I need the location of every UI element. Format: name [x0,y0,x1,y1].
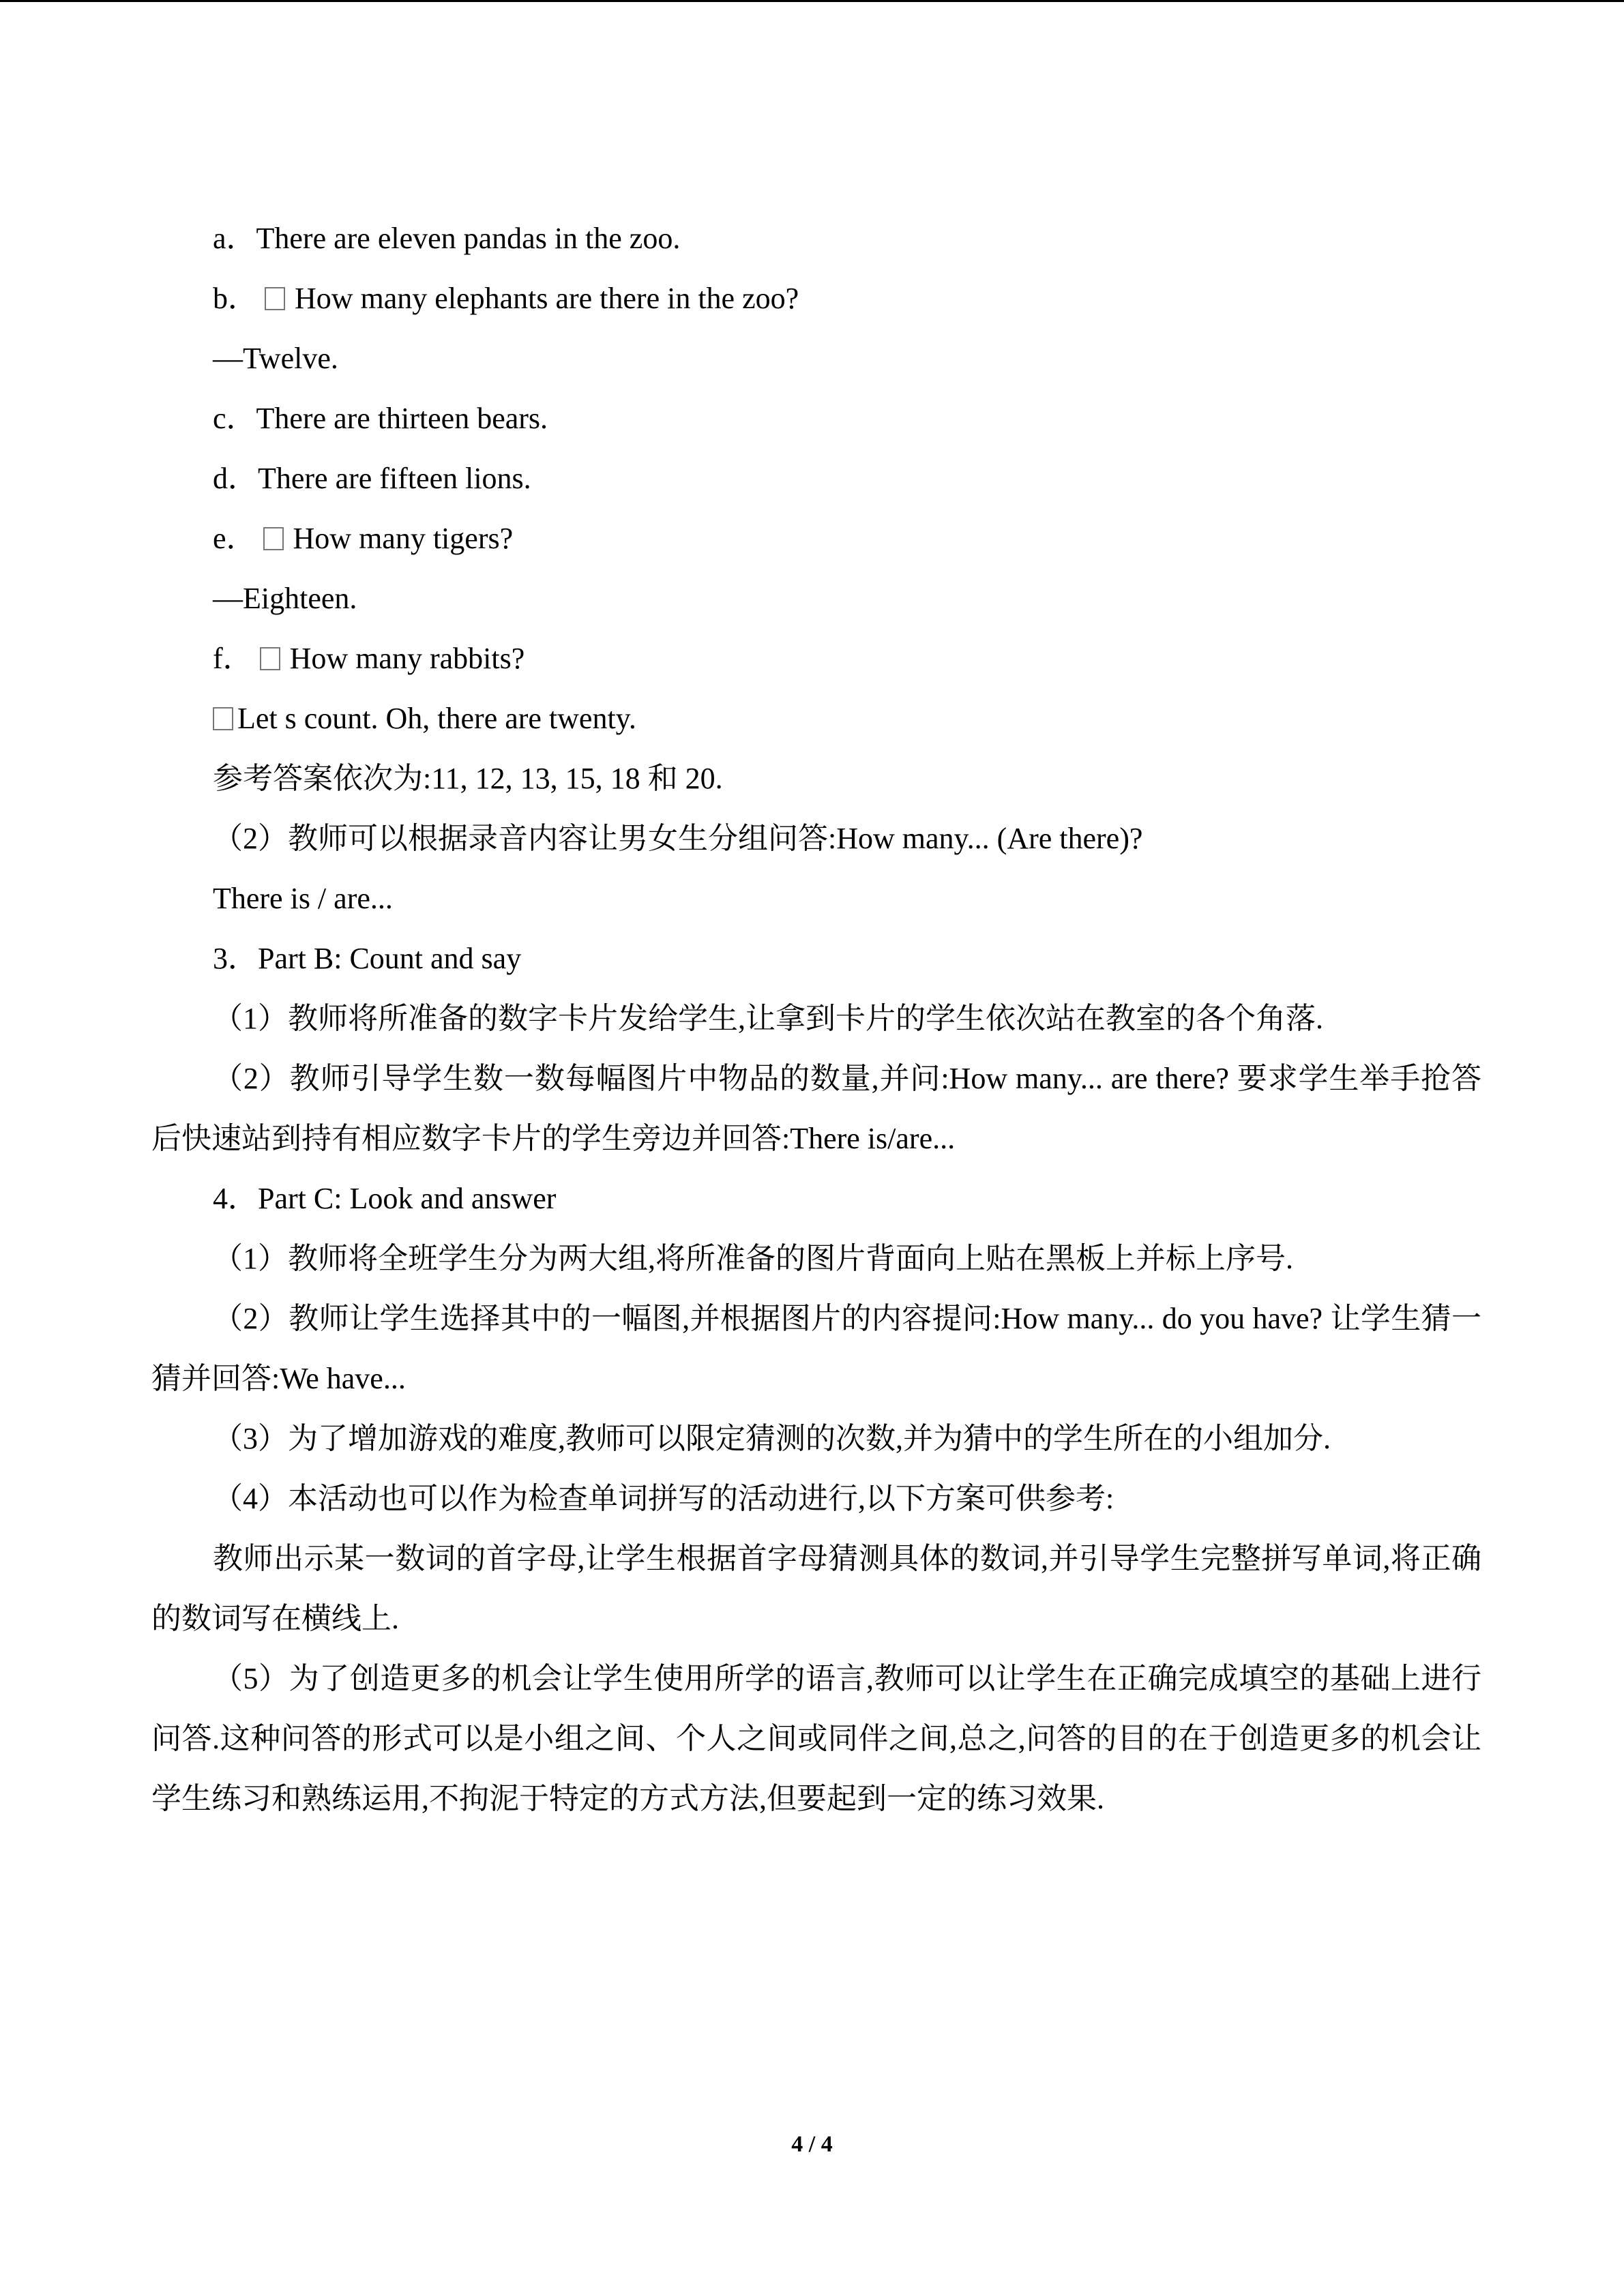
part-c-step-3: （3）为了增加游戏的难度,教师可以限定猜测的次数,并为猜中的学生所在的小组加分. [213,1422,1331,1455]
answer-key: 参考答案依次为:11, 12, 13, 15, 18 和 20. [213,762,723,795]
checkbox-glyph [263,527,284,550]
document-body [151,209,1481,1829]
checkbox-glyph [265,287,285,310]
checkbox-glyph [213,707,233,730]
part-c-step-1: （1）教师将全班学生分为两大组,将所准备的图片背面向上贴在黑板上并标上序号. [213,1242,1293,1275]
part-c-step-5: （5）为了创造更多的机会让学生使用所学的语言,教师可以让学生在正确完成填空的基础上进行问答.这种问答的形式可以是小组之间、个人之间或同伴之间,总之,问答的目的在于创造更多的机会让学生练习和熟练运用,不拘泥于特定的方式方法,但要起到一定的练习效果. [151,1662,1481,1815]
top-border-rule [0,0,1624,2]
part-c-step-4-plan: 教师出示某一数词的首字母,让学生根据首字母猜测具体的数词,并引导学生完整拼写单词,将正确的数词写在横线上. [151,1542,1481,1635]
checkbox-glyph [260,647,280,670]
item-b-text: How many elephants are there in the zoo? [295,282,799,315]
item-b-answer: —Twelve. [213,342,338,375]
item-d: d．There are fifteen lions. [213,462,531,495]
item-e [151,509,1481,569]
part-b-step-1: （1）教师将所准备的数字卡片发给学生,让拿到卡片的学生依次站在教室的各个角落. [213,1002,1323,1035]
item-f-text: How many rabbits? [289,642,525,675]
item-e-prefix: e． [213,522,256,555]
part-c-step-4: （4）本活动也可以作为检查单词拼写的活动进行,以下方案可供参考: [213,1482,1114,1515]
step-2-continued: There is / are... [213,882,393,915]
item-b-prefix: b． [213,282,258,315]
item-f-prefix: f． [213,642,253,675]
item-c: c．There are thirteen bears. [213,402,548,435]
item-e-answer: —Eighteen. [213,582,357,615]
step-2: （2）教师可以根据录音内容让男女生分组问答:How many... (Are there)? [213,822,1143,855]
item-f-answer-text: Let s count. Oh, there are twenty. [237,702,636,735]
item-f-answer [151,689,1481,749]
item-b [151,269,1481,329]
item-a: a．There are eleven pandas in the zoo. [213,222,681,255]
item-e-text: How many tigers? [293,522,514,555]
item-f [151,629,1481,689]
page-number: 4 / 4 [791,2132,833,2157]
part-c-step-2: （2）教师让学生选择其中的一幅图,并根据图片的内容提问:How many... do you have? 让学生猜一猜并回答:We have... [151,1302,1481,1395]
part-b-heading: 3．Part B: Count and say [213,942,522,975]
part-c-heading: 4．Part C: Look and answer [213,1182,557,1215]
part-b-step-2: （2）教师引导学生数一数每幅图片中物品的数量,并问:How many... are there? 要求学生举手抢答后快速站到持有相应数字卡片的学生旁边并回答:There is/are... [151,1062,1481,1155]
